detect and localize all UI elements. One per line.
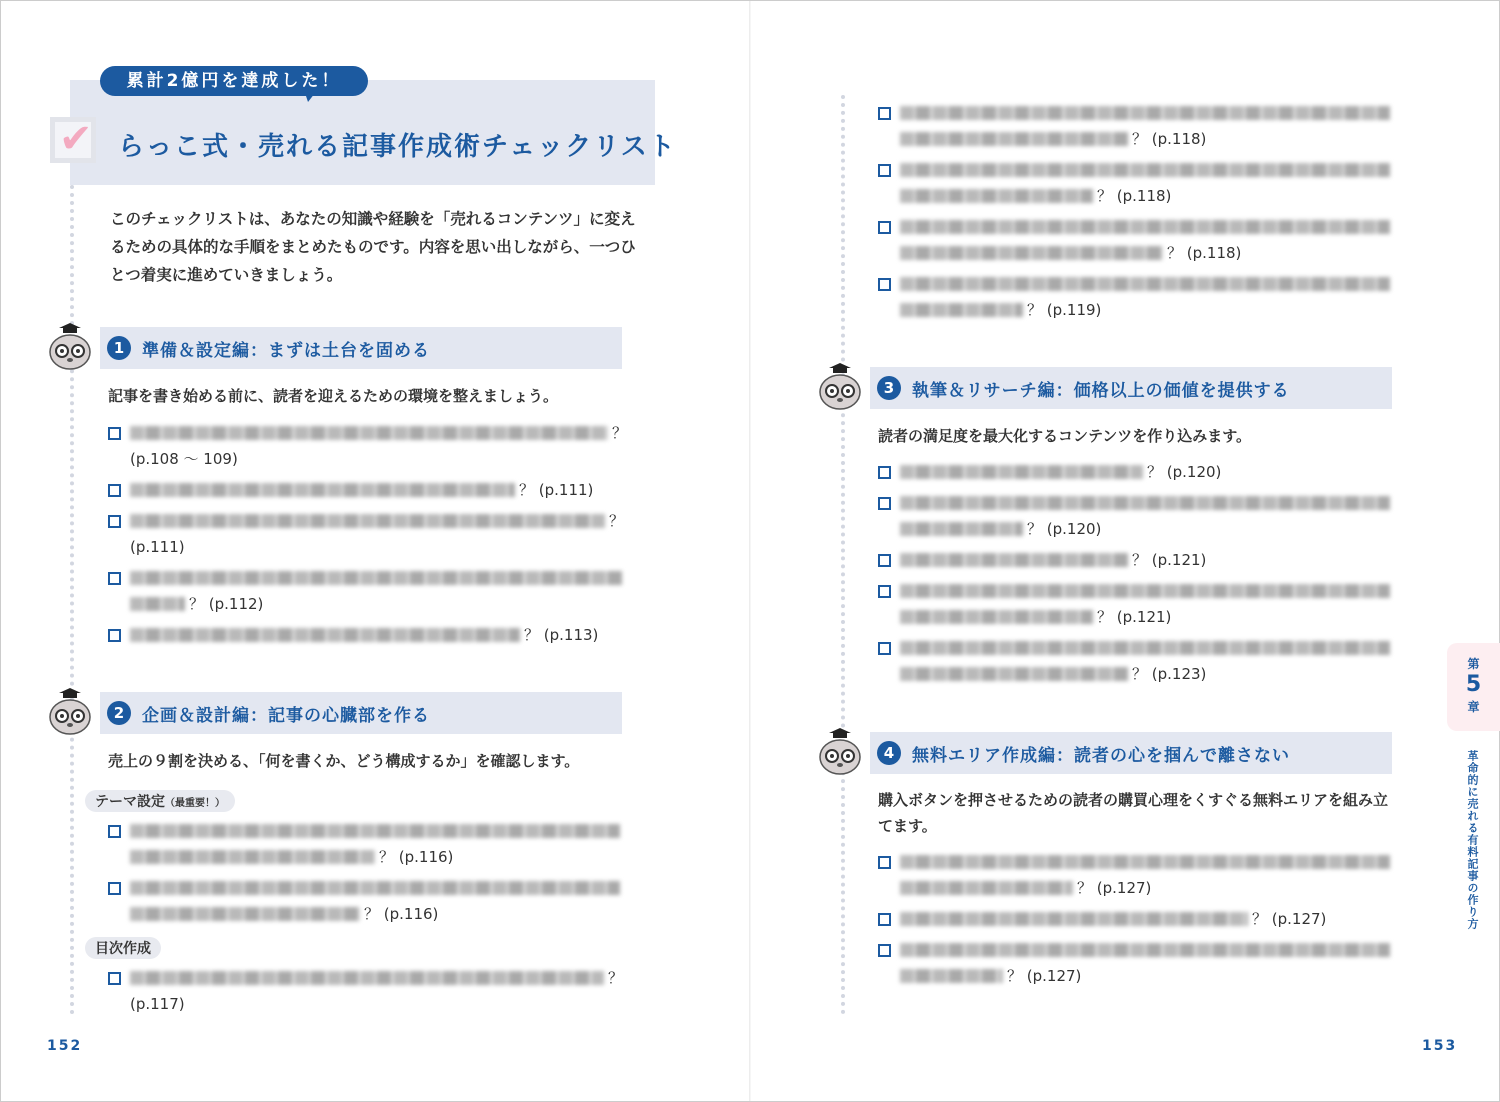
intro-text: このチェックリストは、あなたの知識や経験を「売れるコンテンツ」に変えるための具体的な手順をまとめたものです。内容を思い出しながら、一つひとつ着実に進めていきましょう。 (110, 210, 636, 284)
section-number: 1 (107, 336, 131, 360)
item-ref: ？ (p.120) (1027, 520, 1102, 538)
section-lead: 記事を書き始める前に、読者を迎えるための環境を整えましょう。 (108, 387, 559, 405)
checkbox[interactable] (878, 466, 891, 479)
dotted-guide-left (70, 185, 74, 1015)
checkbox[interactable] (878, 585, 891, 598)
checkbox[interactable] (108, 572, 121, 585)
page-number-right: 153 (1422, 1038, 1458, 1054)
checklist-3 (878, 459, 1398, 692)
checkbox[interactable] (878, 497, 891, 510)
item-ref: ？ (p.127) (1007, 967, 1082, 985)
section-title: 執筆＆リサーチ編：価格以上の価値を提供する (912, 381, 1290, 401)
checklist-item[interactable] (878, 937, 1398, 989)
item-ref: ？ (p.116) (364, 905, 439, 923)
section-header-3 (870, 367, 1392, 409)
chapter-number: 5 (1465, 672, 1482, 697)
check-icon: ✔ (50, 117, 96, 163)
checkbox[interactable] (878, 913, 891, 926)
item-ref: (p.117) (130, 995, 185, 1013)
subsection-tag (85, 790, 235, 812)
checklist-item[interactable] (878, 271, 1398, 323)
checkbox[interactable] (878, 221, 891, 234)
checklist-1 (108, 420, 628, 653)
checklist-item[interactable] (878, 635, 1398, 687)
item-ref: ？ (612, 424, 628, 442)
checkbox[interactable] (108, 515, 121, 528)
item-ref: ？ (p.121) (1097, 608, 1172, 626)
item-ref: ？ (608, 969, 624, 987)
item-ref: ？ (609, 512, 625, 530)
checklist-item[interactable] (108, 818, 628, 870)
page-fold (749, 0, 751, 1102)
otter-mascot-icon (815, 362, 865, 412)
page-title: らっこ式・売れる記事作成術チェックリスト (118, 132, 677, 162)
dotted-guide-right (841, 95, 845, 1015)
item-ref: (p.108 ～ 109) (130, 450, 238, 468)
checklist-item[interactable] (878, 906, 1398, 932)
checklist-item[interactable] (878, 459, 1398, 485)
item-ref: ？ (p.118) (1167, 244, 1242, 262)
checkbox[interactable] (878, 107, 891, 120)
item-ref: ？ (p.121) (1132, 551, 1207, 569)
checklist-2c (878, 100, 1398, 328)
checklist-item[interactable] (108, 508, 628, 560)
section-title: 企画＆設計編：記事の心臓部を作る (142, 706, 430, 726)
item-ref: ？ (p.123) (1132, 665, 1207, 683)
checklist-item[interactable] (878, 214, 1398, 266)
chapter-tab (1447, 643, 1500, 731)
checkbox[interactable] (108, 484, 121, 497)
item-ref: ？ (p.118) (1097, 187, 1172, 205)
section-header-1 (100, 327, 622, 369)
checklist-item[interactable] (108, 875, 628, 927)
checklist-item[interactable] (108, 622, 628, 648)
checkbox[interactable] (878, 278, 891, 291)
checklist-item[interactable] (108, 965, 628, 1017)
checkbox[interactable] (108, 427, 121, 440)
item-ref: ？ (p.127) (1077, 879, 1152, 897)
section-number: 2 (107, 701, 131, 725)
checkbox[interactable] (878, 164, 891, 177)
section-lead: 読者の満足度を最大化するコンテンツを作り込みます。 (878, 427, 1252, 445)
section-header-2 (100, 692, 622, 734)
item-ref: ？ (p.118) (1132, 130, 1207, 148)
section-lead: 購入ボタンを押させるための読者の購買心理をくすぐる無料エリアを組み立てます。 (878, 791, 1389, 835)
section-number: 3 (877, 376, 901, 400)
item-ref: ？ (p.120) (1147, 463, 1222, 481)
section-title: 無料エリア作成編：読者の心を掴んで離さない (912, 746, 1290, 766)
chapter-prefix: 第 (1467, 657, 1480, 671)
checkbox[interactable] (108, 882, 121, 895)
otter-mascot-icon (45, 687, 95, 737)
checklist-item[interactable] (878, 547, 1398, 573)
checkbox[interactable] (108, 629, 121, 642)
checkbox[interactable] (878, 554, 891, 567)
item-ref: ？ (p.119) (1027, 301, 1102, 319)
checkbox[interactable] (878, 642, 891, 655)
item-ref: ？ (p.111) (519, 481, 594, 499)
tag-note: （最重要！） (165, 798, 225, 809)
checkbox[interactable] (108, 825, 121, 838)
section-header-4 (870, 732, 1392, 774)
checklist-item[interactable] (878, 578, 1398, 630)
checklist-item[interactable] (108, 565, 628, 617)
checklist-item[interactable] (878, 100, 1398, 152)
checkbox[interactable] (108, 972, 121, 985)
item-ref: ？ (p.116) (379, 848, 454, 866)
checklist-item[interactable] (108, 477, 628, 503)
achievement-badge: 累計2億円を達成した！ (100, 66, 368, 96)
tag-label: テーマ設定 (95, 794, 165, 810)
checklist-item[interactable] (878, 490, 1398, 542)
section-number: 4 (877, 741, 901, 765)
checkbox[interactable] (878, 856, 891, 869)
checklist-2a (108, 818, 628, 932)
section-lead: 売上の９割を決める、「何を書くか、どう構成するか」を確認します。 (108, 752, 580, 770)
checklist-4 (878, 849, 1398, 994)
checklist-item[interactable] (108, 420, 628, 472)
item-ref: ？ (p.112) (189, 595, 264, 613)
item-ref: (p.111) (130, 538, 185, 556)
checklist-item[interactable] (878, 157, 1398, 209)
checklist-item[interactable] (878, 849, 1398, 901)
section-title: 準備＆設定編：まずは土台を固める (142, 341, 430, 361)
checklist-2b (108, 965, 628, 1022)
chapter-title: 革命的に売れる有料記事の作り方 (1466, 750, 1479, 930)
otter-mascot-icon (815, 727, 865, 777)
chapter-suffix: 章 (1467, 700, 1480, 714)
page-number-left: 152 (47, 1038, 83, 1054)
subsection-tag: 目次作成 (85, 937, 161, 959)
checkbox[interactable] (878, 944, 891, 957)
item-ref: ？ (p.113) (524, 626, 599, 644)
item-ref: ？ (p.127) (1252, 910, 1327, 928)
otter-mascot-icon (45, 322, 95, 372)
